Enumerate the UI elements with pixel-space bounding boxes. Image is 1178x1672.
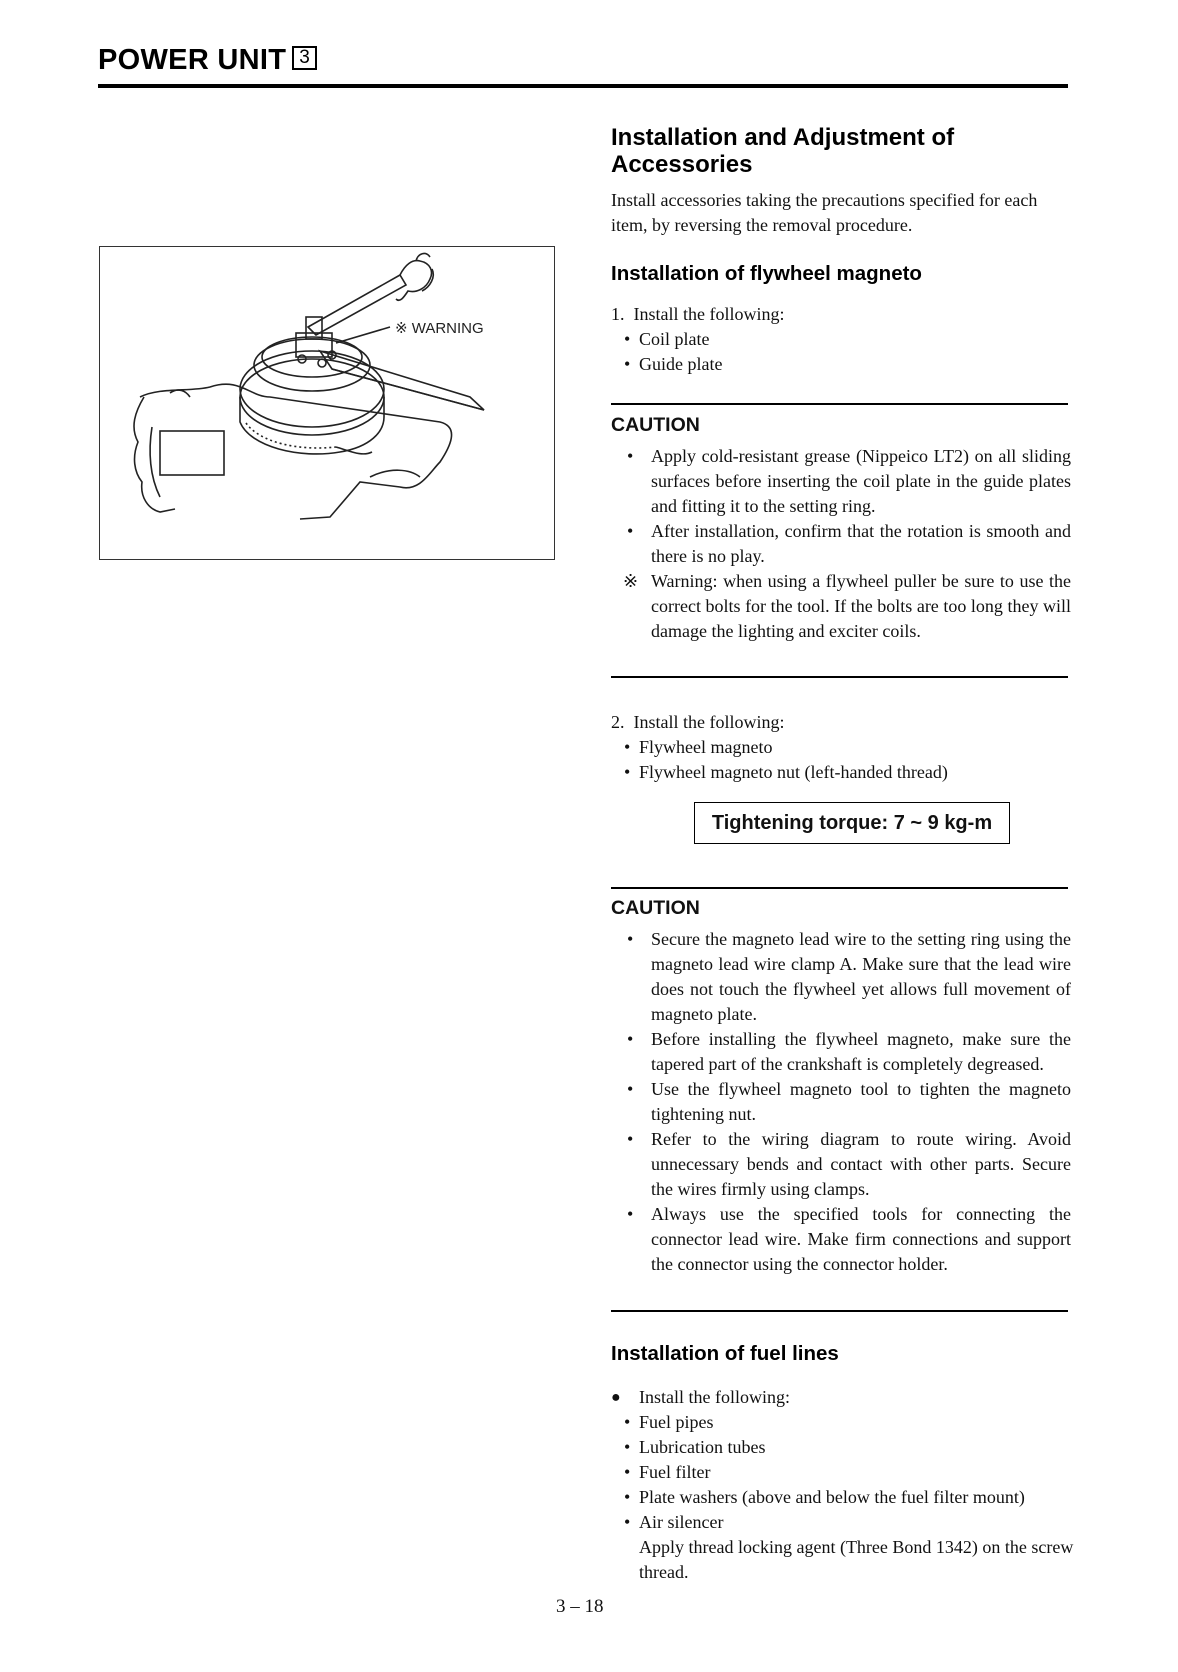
tightening-torque-box: Tightening torque: 7 ~ 9 kg-m — [694, 802, 1010, 844]
warning-note — [611, 569, 1071, 644]
fuel-lead-text: Install the following: — [639, 1387, 790, 1407]
list-item: • Lubrication tubes — [611, 1435, 1081, 1460]
page-title: Installation and Adjustment of Accessories — [611, 124, 955, 178]
list-item: • Refer to the wiring diagram to route wiring. Avoid unnecessary bends and contact with other parts. Secure the wires firmly using clamps. — [611, 1127, 1071, 1202]
section-header — [98, 44, 317, 77]
caution-2-list — [611, 927, 1071, 1277]
list-item: • Plate washers (above and below the fuel filter mount) — [611, 1485, 1081, 1510]
list-item: • Before installing the flywheel magneto, make sure the tapered part of the crankshaft is completely degreased. — [611, 1027, 1071, 1077]
list-item: • Guide plate — [611, 352, 1071, 377]
caution-2-top-rule — [611, 887, 1068, 889]
step-2-number: 2. — [611, 712, 625, 732]
warning-note-text: Warning: when using a flywheel puller be sure to use the correct bolts for the tool. If the bolts are too long they will damage the lighting and exciter coils. — [651, 571, 1071, 641]
chapter-box: 3 — [292, 46, 317, 70]
step-2-list — [611, 735, 1071, 785]
step-1-number: 1. — [611, 304, 625, 324]
list-item: • Flywheel magneto nut (left-handed thread) — [611, 760, 1071, 785]
list-item: • Fuel pipes — [611, 1410, 1081, 1435]
flywheel-illustration — [100, 247, 554, 559]
fuel-list — [611, 1410, 1081, 1535]
intro-text: Install accessories taking the precautions specified for each item, by reversing the removal procedure. — [611, 190, 1038, 235]
flywheel-puller-figure — [99, 246, 555, 560]
section-title: POWER UNIT — [98, 44, 287, 76]
caution-2-heading: CAUTION — [611, 897, 700, 919]
step-2-text: Install the following: — [633, 712, 785, 732]
caution-1-list — [611, 444, 1071, 569]
fuel-note: Apply thread locking agent (Three Bond 1342) on the screw thread. — [639, 1537, 1074, 1582]
caution-1-top-rule — [611, 403, 1068, 405]
step-2 — [611, 710, 1071, 735]
fuel-bullet: ● — [611, 1389, 621, 1406]
step-1 — [611, 302, 1071, 327]
list-item: • After installation, confirm that the rotation is smooth and there is no play. — [611, 519, 1071, 569]
flywheel-heading: Installation of flywheel magneto — [611, 262, 922, 285]
list-item: • Apply cold-resistant grease (Nippeico LT2) on all sliding surfaces before inserting the coil plate in the guide plates and fitting it to the setting ring. — [611, 444, 1071, 519]
page-number: 3 – 18 — [556, 1596, 604, 1617]
step-1-text: Install the following: — [633, 304, 785, 324]
caution-1-body — [611, 444, 1071, 644]
warning-mark: ※ — [623, 571, 639, 591]
warning-callout: ※ WARNING — [395, 320, 484, 337]
caution-1-bottom-rule — [611, 676, 1068, 678]
fuel-heading: Installation of fuel lines — [611, 1342, 839, 1365]
caution-1-heading: CAUTION — [611, 414, 700, 436]
list-item: • Fuel filter — [611, 1460, 1081, 1485]
list-item: • Always use the specified tools for connecting the connector lead wire. Make firm connections and support the connector using the connector holder. — [611, 1202, 1071, 1277]
caution-2-bottom-rule — [611, 1310, 1068, 1312]
header-rule — [98, 84, 1068, 88]
list-item: • Use the flywheel magneto tool to tighten the magneto tightening nut. — [611, 1077, 1071, 1127]
list-item: • Flywheel magneto — [611, 735, 1071, 760]
list-item: • Air silencer — [611, 1510, 1081, 1535]
list-item: • Coil plate — [611, 327, 1071, 352]
step-1-list — [611, 327, 1071, 377]
list-item: • Secure the magneto lead wire to the setting ring using the magneto lead wire clamp A. Make sure that the lead wire does not touch the flywheel yet allows full movement of magneto plate. — [611, 927, 1071, 1027]
